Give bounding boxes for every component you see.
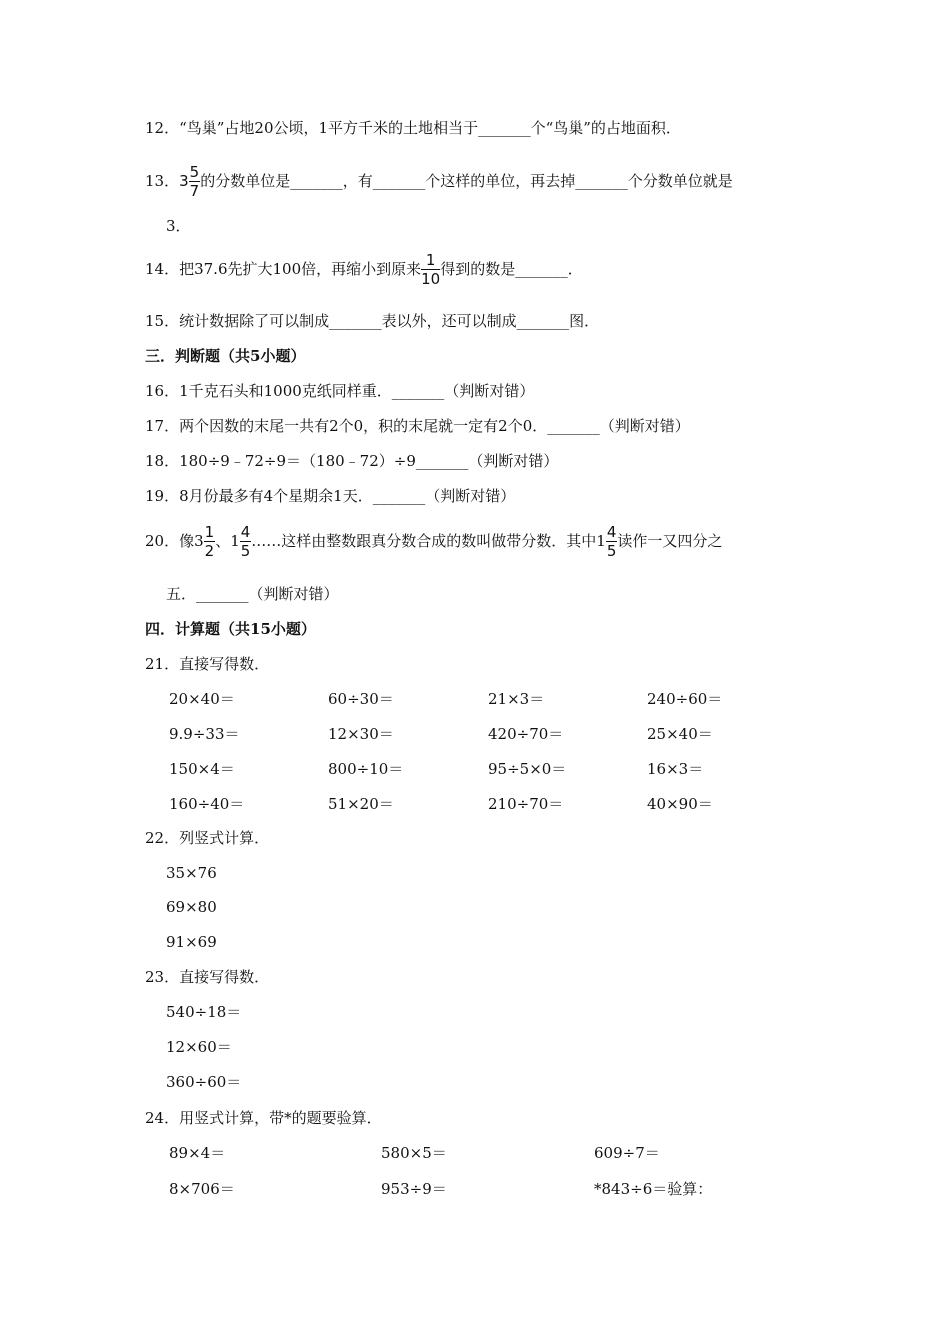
question-18 [145,451,558,471]
calc-item: 609÷7＝ [594,1144,660,1162]
question-number: 14． [145,260,180,278]
fraction-denominator: 5 [240,541,251,560]
question-text: 8月份最多有4个星期余1天．_______（判断对错） [179,487,516,505]
question-number: 17． [145,417,180,435]
fraction-numerator: 4 [606,522,617,541]
fraction-numerator: 1 [421,252,440,270]
fraction-numerator: 5 [189,162,200,181]
question-text: 的分数单位是_______，有_______个这样的单位，再去掉_______个分数单位就是 [200,172,733,190]
calc-item: 580×5＝ [381,1144,447,1162]
calc-item: 20×40＝ [169,690,235,708]
question-text-a: 像3 [179,532,204,550]
question-14 [145,250,583,287]
fraction [240,524,252,559]
fraction-denominator: 7 [189,181,200,200]
fraction [421,252,440,287]
calc-item: *843÷6＝验算： [594,1180,713,1198]
question-21 [145,654,269,674]
calc-item: 91×69 [166,933,217,951]
calc-item: 25×40＝ [647,725,713,743]
question-text: 直接写得数． [179,968,270,986]
question-13-continuation: 3． [166,217,191,235]
fraction [204,524,216,559]
question-number: 18． [145,452,180,470]
fraction-denominator: 10 [421,269,441,288]
question-17 [145,416,690,436]
calc-item: 12×30＝ [328,725,394,743]
calc-item: 210÷70＝ [488,795,564,813]
question-text: 列竖式计算． [179,829,270,847]
calc-item: 150×4＝ [169,760,235,778]
question-number: 16． [145,382,180,400]
question-20 [145,522,722,559]
calc-item: 60÷30＝ [328,690,394,708]
question-20-continuation: 五．_______（判断对错） [166,585,339,603]
calc-item: 40×90＝ [647,795,713,813]
question-number: 21． [145,655,180,673]
calc-item: 420÷70＝ [488,725,564,743]
question-text: 180÷9﹣72÷9＝（180﹣72）÷9_______（判断对错） [179,452,559,470]
calc-item: 69×80 [166,898,217,916]
fraction-denominator: 5 [606,541,617,560]
calc-item: 8×706＝ [169,1180,235,1198]
question-number: 22． [145,829,180,847]
fraction-numerator: 4 [240,522,251,541]
question-text: 1千克石头和1000克纸同样重．_______（判断对错） [179,382,535,400]
fraction-denominator: 2 [204,541,215,560]
question-text: 用竖式计算，带*的题要验算． [179,1109,382,1127]
calc-item: 51×20＝ [328,795,394,813]
mixed-number-whole: 3 [179,172,189,190]
question-number: 12． [145,119,180,137]
question-text-c: ……这样由整数跟真分数合成的数叫做带分数．其中1 [251,532,606,550]
question-number: 24． [145,1109,180,1127]
calc-item: 16×3＝ [647,760,704,778]
question-15 [145,311,599,331]
question-24 [145,1108,382,1128]
question-number: 20． [145,532,180,550]
question-text-b: 得到的数是_______． [440,260,583,278]
question-number: 23． [145,968,180,986]
question-text: 直接写得数． [179,655,270,673]
question-text-a: 把37.6先扩大100倍，再缩小到原来 [179,260,422,278]
calc-item: 240÷60＝ [647,690,723,708]
question-19 [145,486,515,506]
question-16 [145,381,534,401]
question-12 [145,118,681,138]
calc-item: 89×4＝ [169,1144,226,1162]
question-text: 统计数据除了可以制成_______表以外，还可以制成_______图． [179,312,600,330]
section-title-judgement: 三．判断题（共5小题） [145,347,306,365]
question-13 [145,162,733,199]
calc-item: 800÷10＝ [328,760,404,778]
fraction [189,164,201,199]
calc-item: 160÷40＝ [169,795,245,813]
question-number: 15． [145,312,180,330]
question-text-b: 、1 [215,532,240,550]
calc-item: 9.9÷33＝ [169,725,240,743]
question-23 [145,967,269,987]
calc-item: 540÷18＝ [166,1003,242,1021]
question-text-d: 读作一又四分之 [617,532,723,550]
question-number: 13． [145,172,180,190]
question-number: 19． [145,487,180,505]
calc-item: 953÷9＝ [381,1180,447,1198]
calc-item: 21×3＝ [488,690,545,708]
fraction [606,524,618,559]
question-22 [145,828,269,848]
section-title-calculation: 四．计算题（共15小题） [145,620,316,638]
calc-item: 35×76 [166,864,217,882]
calc-item: 95÷5×0＝ [488,760,567,778]
calc-item: 12×60＝ [166,1038,232,1056]
calc-item: 360÷60＝ [166,1073,242,1091]
question-text: 两个因数的末尾一共有2个0，积的末尾就一定有2个0．_______（判断对错） [179,417,690,435]
fraction-numerator: 1 [204,522,215,541]
question-text: “鸟巢”占地20公顷，1平方千米的土地相当于_______个“鸟巢”的占地面积． [179,119,681,137]
